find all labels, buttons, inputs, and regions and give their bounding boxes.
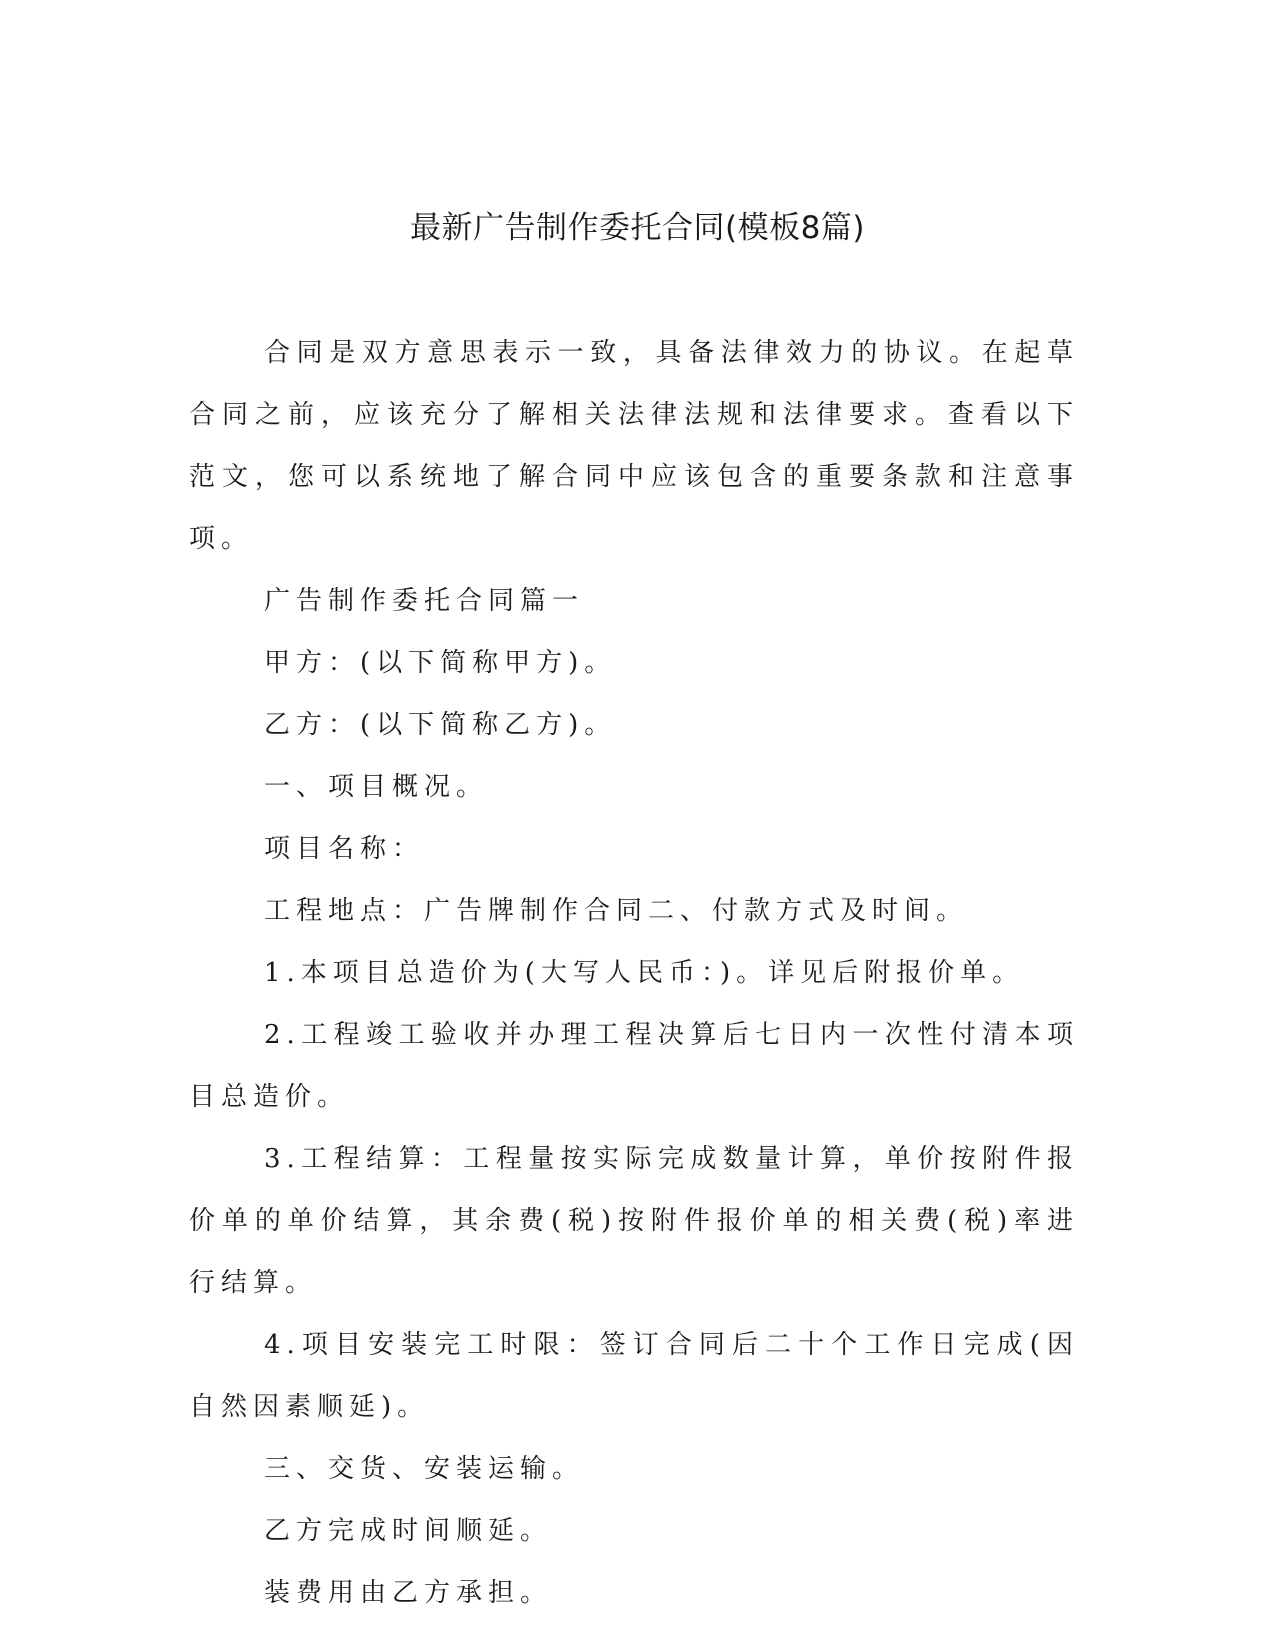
document-body xyxy=(189,322,1079,1624)
party-a-line: 甲方：(以下简称甲方)。 xyxy=(264,648,617,678)
delivery-line-1: 乙方完成时间顺延。 xyxy=(264,1516,553,1546)
section-heading-part-one: 广告制作委托合同篇一 xyxy=(264,586,585,616)
delivery-line-2: 装费用由乙方承担。 xyxy=(264,1578,553,1608)
intro-paragraph: 合同是双方意思表示一致，具备法律效力的协议。在起草合同之前，应该充分了解相关法律法规和法律要求。查看以下范文，您可以系统地了解合同中应该包含的重要条款和注意事项。 xyxy=(189,338,1079,554)
document-title: 最新广告制作委托合同(模板8篇) xyxy=(410,210,865,246)
project-location-line: 工程地点：广告牌制作合同二、付款方式及时间。 xyxy=(264,896,969,926)
project-overview-heading: 一、项目概况。 xyxy=(264,772,489,802)
clause-1: 1.本项目总造价为(大写人民币：)。详见后附报价单。 xyxy=(264,958,1025,988)
project-name-line: 项目名称： xyxy=(264,834,425,864)
clause-4: 4.项目安装完工时限：签订合同后二十个工作日完成(因自然因素顺延)。 xyxy=(189,1330,1079,1422)
party-b-line: 乙方：(以下简称乙方)。 xyxy=(264,710,617,740)
delivery-heading: 三、交货、安装运输。 xyxy=(264,1454,585,1484)
clause-3: 3.工程结算：工程量按实际完成数量计算，单价按附件报价单的单价结算，其余费(税)按附件报价单的相关费(税)率进行结算。 xyxy=(189,1144,1079,1298)
clause-2: 2.工程竣工验收并办理工程决算后七日内一次性付清本项目总造价。 xyxy=(189,1020,1079,1112)
